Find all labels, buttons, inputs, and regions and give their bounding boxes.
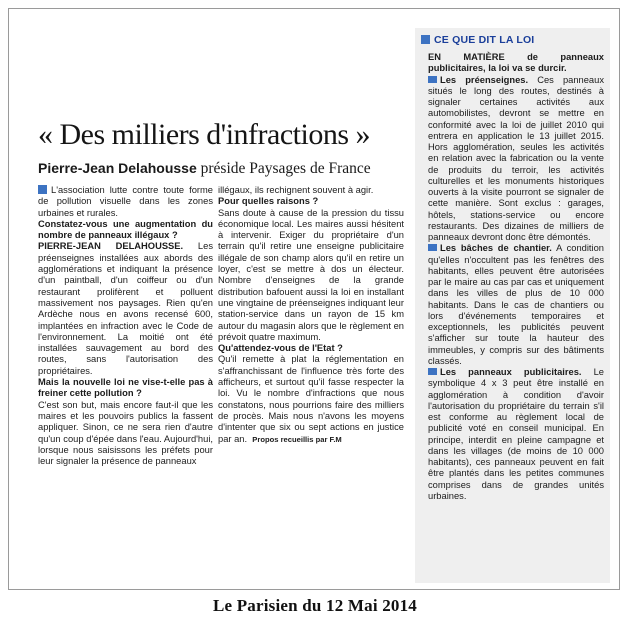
source-caption: Le Parisien du 12 Mai 2014 (212, 596, 417, 615)
article-byline (38, 159, 404, 178)
article-headline: « Des milliers d'infractions » (38, 118, 371, 151)
sidebar-item: Les préenseignes. Ces panneaux situés le long des routes, destinés à signaler certaines activités aux automobilistes, devront se mettre en conformité avec la loi de juillet 2010 qui entrera en application le 13 juillet 2015. Hors agglomération, seules les activités en relation avec la fabrication ou la vente de produits du terroir, les activités culturelles et les monuments historiques ouverts à la visite pourront se signaler de cette manière. Sont exclus : garages, hôtels, stations-service ou encore restaurants. Des dizaines de milliers de panneaux devront donc être démontés. (428, 74, 604, 242)
article-column-1 (38, 185, 213, 467)
byline-name: Pierre-Jean Delahousse (38, 160, 197, 176)
byline-role: préside Paysages de France (196, 160, 371, 177)
article-column-2 (218, 185, 404, 445)
interview-answer: PIERRE-JEAN DELAHOUSSE. Les préenseignes installées aux abords des agglomérations et indiquant la présence d'un paintball, d'un coiffeur ou d'un restaurant prolifèrent et polluent massivement nos paysages. Rien qu'en Ardèche nous en avons recensé 600, implantées en infraction avec le Code de l'environnement. La moitié ont été installées sauvagement au bord des routes, sans l'autorisation des propriétaires. (38, 241, 213, 376)
article-signature: Propos recueillis par F.M (252, 434, 342, 444)
interview-answer: Qu'il remette à plat la réglementation en s'affranchissant de l'influence très forte des afficheurs, et surtout qu'il fasse respecter la loi. Vu le nombre d'infractions que nous constatons, nous pourrions faire des milliers de procès. Mais nous n'avons les moyens d'intenter que six ou sept actions en justice par an. Propos recueillis par F.M (218, 354, 404, 444)
sidebar-item: Les panneaux publicitaires. Le symbolique 4 x 3 peut être installé en agglomération à condition d'avoir l'autorisation du propriétaire du terrain s'il est conforme au règlement local de publicité voté en conseil municipal. En principe, interdit en pleine campagne et dans les villages (de moins de 10 000 habitants), ces panneaux peuvent en fait être plantés dans les petites communes comprises dans de grandes unités urbaines. (428, 367, 604, 501)
bullet-icon (428, 244, 437, 251)
bullet-icon (428, 76, 437, 83)
sidebar-intro: EN MATIÈRE de panneaux publicitaires, la loi va se durcir. (428, 52, 604, 74)
bullet-icon (428, 368, 437, 375)
interview-question: Qu'attendez-vous de l'Etat ? (218, 343, 343, 354)
sidebar-text (428, 52, 604, 502)
interview-question: Constatez-vous une augmentation du nombre de panneaux illégaux ? (38, 218, 213, 241)
interview-question: Mais la nouvelle loi ne vise-t-elle pas à freiner cette pollution ? (38, 377, 213, 399)
sidebar-title: CE QUE DIT LA LOI (421, 34, 606, 46)
sidebar-item: Les bâches de chantier. A condition qu'elles n'occultent pas les fenêtres des habitants, elles peuvent être autorisées par le maire au cas par cas et uniquement dans les villes de plus de 10 000 habitants. Dans le cas de chantiers ou lors d'événements temporaires et exceptionnels, les publicités peuvent s'afficher sur toute la hauteur des immeubles, y compris sur des bâtiments classés. (428, 243, 604, 366)
blue-square-icon (421, 35, 430, 44)
interview-answer: Sans doute à cause de la pression du tissu économique local. Les maires aussi hésitent à intervenir. Exiger du propriétaire d'un terrain qu'il retire une enseigne publicitaire illégale de son champ alors qu'il en retire un loyer, c'est se mettre à dos un électeur. Nombre d'enseignes de la grande distribution bafouent aussi la loi en installant une vingtaine de préenseignes indiquant leur station-service dans un rayon de 15 km autour du magasin alors que le règlement en prévoit quatre maximum. (218, 207, 404, 342)
blue-square-icon (38, 185, 47, 194)
article-lead: L'association lutte contre toute forme de pollution visuelle dans les zones urbaines et rurales. (38, 185, 213, 218)
interview-answer: C'est son but, mais encore faut-il que les maires et les pouvoirs publics la fassent appliquer. Sinon, ce ne sera rien d'autre qu'un coup d'épée dans l'eau. Aujourd'hui, lorsque nous saisissons les préfets pour leur signaler la présence de panneaux (38, 399, 213, 467)
interview-question: Pour quelles raisons ? (218, 196, 319, 207)
interview-answer: illégaux, ils rechignent souvent à agir. (218, 185, 374, 195)
